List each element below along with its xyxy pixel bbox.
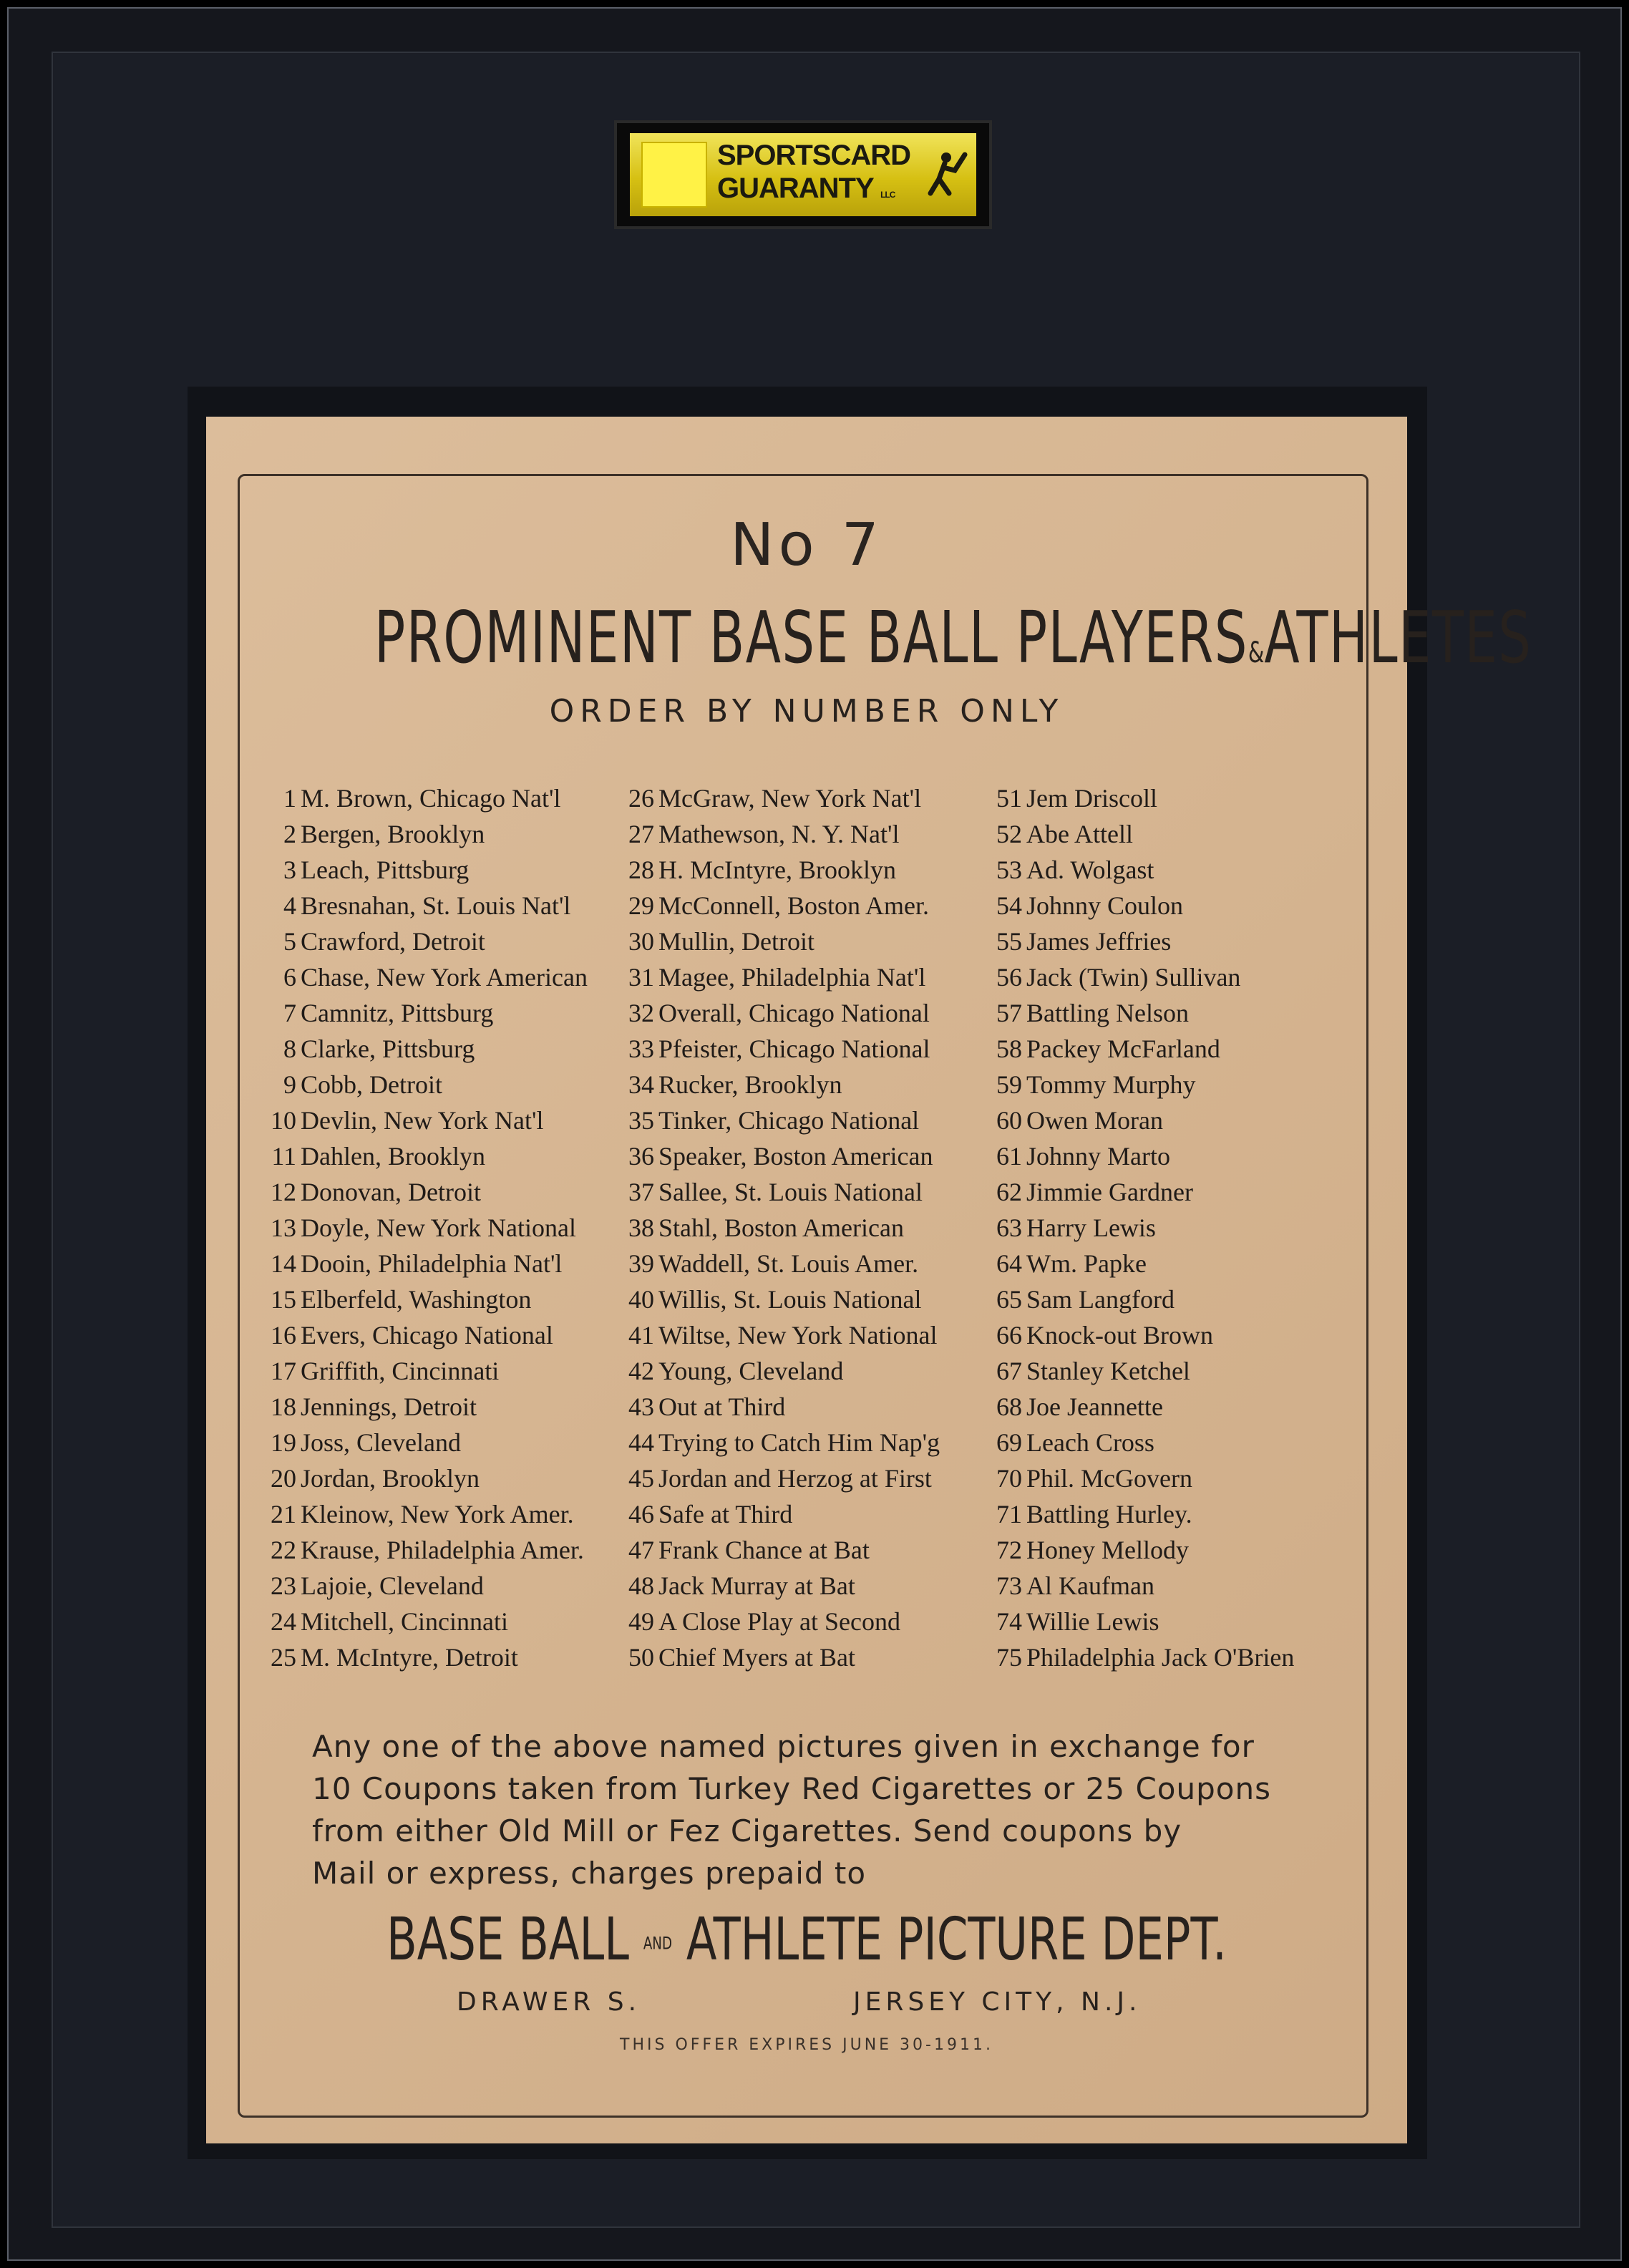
checklist-number: 31 <box>628 963 654 992</box>
checklist-name: Willie Lewis <box>1026 1607 1159 1636</box>
checklist-name: Jordan and Herzog at First <box>658 1464 932 1493</box>
checklist-row <box>624 959 940 995</box>
checklist-number: 41 <box>628 1321 654 1349</box>
checklist-number: 56 <box>996 963 1022 992</box>
checklist-row <box>624 1246 940 1281</box>
checklist-row <box>624 852 940 888</box>
checklist-row <box>992 816 1294 852</box>
checklist-name: Honey Mellody <box>1026 1536 1189 1564</box>
checklist-name: Wm. Papke <box>1026 1249 1147 1278</box>
city-text: JERSEY CITY, N.J. <box>853 1987 1142 2017</box>
checklist-row <box>624 1389 940 1425</box>
checklist-name: Knock-out Brown <box>1026 1321 1213 1349</box>
checklist-number: 16 <box>271 1321 296 1349</box>
checklist-name: Evers, Chicago National <box>301 1321 553 1349</box>
checklist-number: 7 <box>283 999 296 1027</box>
checklist-name: Out at Third <box>658 1392 786 1421</box>
checklist-row <box>266 1210 588 1246</box>
checklist-name: A Close Play at Second <box>658 1607 900 1636</box>
checklist-row <box>266 924 588 959</box>
checklist-row <box>266 995 588 1031</box>
checklist-number: 25 <box>271 1643 296 1672</box>
checklist-row <box>266 959 588 995</box>
checklist-number: 61 <box>996 1142 1022 1171</box>
checklist-column-2 <box>624 780 940 1675</box>
checklist-row <box>266 1639 588 1675</box>
checklist-number: 48 <box>628 1571 654 1600</box>
checklist-name: Tinker, Chicago National <box>658 1106 920 1135</box>
checklist-name: Packey McFarland <box>1026 1034 1220 1063</box>
checklist-number: 42 <box>628 1357 654 1385</box>
checklist-row <box>266 1460 588 1496</box>
checklist-name: Cobb, Detroit <box>301 1070 442 1099</box>
checklist-column-3 <box>992 780 1294 1675</box>
checklist-number: 24 <box>271 1607 296 1636</box>
checklist-row <box>624 780 940 816</box>
grading-label <box>614 120 992 229</box>
batter-icon <box>918 149 968 206</box>
checklist-number: 20 <box>271 1464 296 1493</box>
checklist-row <box>266 816 588 852</box>
checklist-name: Johnny Coulon <box>1026 891 1184 920</box>
checklist-number: 52 <box>996 820 1022 848</box>
checklist-number: 28 <box>628 856 654 884</box>
checklist-number: 4 <box>283 891 296 920</box>
checklist-name: Mathewson, N. Y. Nat'l <box>658 820 900 848</box>
checklist-name: Mullin, Detroit <box>658 927 814 956</box>
checklist-number: 8 <box>283 1034 296 1063</box>
checklist-number: 38 <box>628 1213 654 1242</box>
checklist-row <box>266 1174 588 1210</box>
checklist-name: Willis, St. Louis National <box>658 1285 922 1314</box>
checklist-number: 36 <box>628 1142 654 1171</box>
checklist-number: 73 <box>996 1571 1022 1600</box>
checklist-name: Elberfeld, Washington <box>301 1285 532 1314</box>
checklist-number: 12 <box>271 1178 296 1206</box>
checklist-name: Abe Attell <box>1026 820 1133 848</box>
checklist-number: 3 <box>283 856 296 884</box>
checklist-name: Clarke, Pittsburg <box>301 1034 475 1063</box>
checklist-name: Battling Nelson <box>1026 999 1189 1027</box>
checklist-name: M. McIntyre, Detroit <box>301 1643 518 1672</box>
checklist-name: Philadelphia Jack O'Brien <box>1026 1643 1295 1672</box>
checklist-row <box>624 1604 940 1639</box>
label-line2: GUARANTY LLC <box>717 173 895 204</box>
checklist-name: Kleinow, New York Amer. <box>301 1500 574 1528</box>
checklist-number: 53 <box>996 856 1022 884</box>
checklist-row <box>624 1496 940 1532</box>
checklist-number: 30 <box>628 927 654 956</box>
checklist-row <box>624 1532 940 1568</box>
checklist-row <box>624 888 940 924</box>
checklist-row <box>992 1425 1294 1460</box>
checklist-row <box>624 1317 940 1353</box>
checklist-card <box>206 417 1532 2143</box>
checklist-number: 54 <box>996 891 1022 920</box>
checklist-name: Jordan, Brooklyn <box>301 1464 480 1493</box>
checklist-number: 14 <box>271 1249 296 1278</box>
checklist-name: Jennings, Detroit <box>301 1392 477 1421</box>
checklist-row <box>266 1389 588 1425</box>
checklist-name: Lajoie, Cleveland <box>301 1571 484 1600</box>
checklist-row <box>624 1281 940 1317</box>
checklist-name: Chase, New York American <box>301 963 588 992</box>
checklist-name: M. Brown, Chicago Nat'l <box>301 784 561 813</box>
checklist-name: Harry Lewis <box>1026 1213 1156 1242</box>
checklist-row <box>266 1281 588 1317</box>
checklist-name: Doyle, New York National <box>301 1213 576 1242</box>
checklist-row <box>992 1353 1294 1389</box>
checklist-number: 2 <box>283 820 296 848</box>
checklist-number: 47 <box>628 1536 654 1564</box>
checklist-row <box>992 888 1294 924</box>
checklist-number: 34 <box>628 1070 654 1099</box>
checklist-row <box>266 1568 588 1604</box>
checklist-number: 37 <box>628 1178 654 1206</box>
checklist-name: Dooin, Philadelphia Nat'l <box>301 1249 563 1278</box>
checklist-row <box>992 1210 1294 1246</box>
checklist-name: Rucker, Brooklyn <box>658 1070 842 1099</box>
checklist-row <box>624 1067 940 1102</box>
checklist-row <box>992 1496 1294 1532</box>
checklist-name: Krause, Philadelphia Amer. <box>301 1536 584 1564</box>
checklist-row <box>624 1031 940 1067</box>
checklist-number: 22 <box>271 1536 296 1564</box>
checklist-row <box>992 1389 1294 1425</box>
checklist-name: Bresnahan, St. Louis Nat'l <box>301 891 571 920</box>
checklist-name: Camnitz, Pittsburg <box>301 999 494 1027</box>
checklist-number: 65 <box>996 1285 1022 1314</box>
checklist-row <box>992 959 1294 995</box>
label-line1: SPORTSCARD <box>717 140 911 171</box>
checklist-number: 62 <box>996 1178 1022 1206</box>
checklist-name: Stanley Ketchel <box>1026 1357 1190 1385</box>
checklist-row <box>624 1568 940 1604</box>
checklist-row <box>992 924 1294 959</box>
checklist-number: 35 <box>628 1106 654 1135</box>
checklist-number: 26 <box>628 784 654 813</box>
checklist-name: Trying to Catch Him Nap'g <box>658 1428 940 1457</box>
offer-line: Mail or express, charges prepaid to <box>312 1856 867 1891</box>
checklist-row <box>624 1210 940 1246</box>
checklist-row <box>266 888 588 924</box>
checklist-number: 33 <box>628 1034 654 1063</box>
checklist-number: 57 <box>996 999 1022 1027</box>
checklist-number: 68 <box>996 1392 1022 1421</box>
grading-label-gold <box>630 133 976 216</box>
checklist-number: 18 <box>271 1392 296 1421</box>
checklist-number: 40 <box>628 1285 654 1314</box>
label-suffix: LLC <box>880 190 895 200</box>
checklist-row <box>624 1460 940 1496</box>
checklist-number: 6 <box>283 963 296 992</box>
checklist-number: 58 <box>996 1034 1022 1063</box>
checklist-name: Joe Jeannette <box>1026 1392 1163 1421</box>
checklist-name: H. McIntyre, Brooklyn <box>658 856 896 884</box>
checklist-name: Dahlen, Brooklyn <box>301 1142 485 1171</box>
checklist-row <box>624 1102 940 1138</box>
checklist-row <box>992 852 1294 888</box>
checklist-row <box>992 1639 1294 1675</box>
checklist-row <box>992 1102 1294 1138</box>
checklist-row <box>266 852 588 888</box>
checklist-number: 45 <box>628 1464 654 1493</box>
checklist-name: Joss, Cleveland <box>301 1428 461 1457</box>
checklist-row <box>624 816 940 852</box>
checklist-row <box>266 780 588 816</box>
checklist-name: Donovan, Detroit <box>301 1178 481 1206</box>
checklist-number: 27 <box>628 820 654 848</box>
checklist-row <box>624 1353 940 1389</box>
checklist-number: 49 <box>628 1607 654 1636</box>
checklist-row <box>266 1425 588 1460</box>
checklist-number: 51 <box>996 784 1022 813</box>
drawer-text: DRAWER S. <box>457 1987 641 2017</box>
checklist-name: Magee, Philadelphia Nat'l <box>658 963 926 992</box>
checklist-number: 29 <box>628 891 654 920</box>
checklist-number: 19 <box>271 1428 296 1457</box>
checklist-number: 1 <box>283 784 296 813</box>
checklist-name: Griffith, Cincinnati <box>301 1357 500 1385</box>
checklist-name: Battling Hurley. <box>1026 1500 1192 1528</box>
checklist-name: Devlin, New York Nat'l <box>301 1106 544 1135</box>
checklist-name: Waddell, St. Louis Amer. <box>658 1249 919 1278</box>
checklist-number: 9 <box>283 1070 296 1099</box>
checklist-number: 59 <box>996 1070 1022 1099</box>
checklist-name: Sallee, St. Louis National <box>658 1178 923 1206</box>
checklist-row <box>266 1246 588 1281</box>
checklist-row <box>624 1138 940 1174</box>
department-name: BASE BALL AND ATHLETE PICTURE DEPT. <box>386 1906 1227 1974</box>
checklist-row <box>624 1174 940 1210</box>
checklist-number: 21 <box>271 1500 296 1528</box>
checklist-name: Tommy Murphy <box>1026 1070 1196 1099</box>
checklist-name: McGraw, New York Nat'l <box>658 784 922 813</box>
checklist-number: 32 <box>628 999 654 1027</box>
checklist-number: 15 <box>271 1285 296 1314</box>
checklist-name: Jack Murray at Bat <box>658 1571 855 1600</box>
checklist-row <box>992 1604 1294 1639</box>
checklist-row <box>992 1031 1294 1067</box>
offer-line: 10 Coupons taken from Turkey Red Cigarettes or 25 Coupons <box>312 1771 1271 1806</box>
checklist-name: Pfeister, Chicago National <box>658 1034 930 1063</box>
checklist-name: Speaker, Boston American <box>658 1142 933 1171</box>
checklist-number: 43 <box>628 1392 654 1421</box>
checklist-name: Ad. Wolgast <box>1026 856 1154 884</box>
checklist-name: James Jeffries <box>1026 927 1172 956</box>
expiry-text: THIS OFFER EXPIRES JUNE 30-1911. <box>620 2036 993 2054</box>
checklist-row <box>992 1246 1294 1281</box>
checklist-name: Sam Langford <box>1026 1285 1175 1314</box>
checklist-name: Wiltse, New York National <box>658 1321 938 1349</box>
checklist-number: 10 <box>271 1106 296 1135</box>
checklist-row <box>624 1425 940 1460</box>
checklist-number: 55 <box>996 927 1022 956</box>
checklist-row <box>266 1353 588 1389</box>
checklist-row <box>266 1317 588 1353</box>
checklist-row <box>266 1067 588 1102</box>
checklist-number: 50 <box>628 1643 654 1672</box>
checklist-name: Crawford, Detroit <box>301 927 485 956</box>
checklist-row <box>624 995 940 1031</box>
checklist-row <box>992 1317 1294 1353</box>
checklist-number: 72 <box>996 1536 1022 1564</box>
checklist-number: 46 <box>628 1500 654 1528</box>
checklist-name: Safe at Third <box>658 1500 793 1528</box>
checklist-name: Chief Myers at Bat <box>658 1643 855 1672</box>
checklist-name: Leach, Pittsburg <box>301 856 470 884</box>
checklist-name: Owen Moran <box>1026 1106 1163 1135</box>
checklist-row <box>266 1532 588 1568</box>
checklist-name: Bergen, Brooklyn <box>301 820 485 848</box>
checklist-row <box>992 1138 1294 1174</box>
checklist-name: Frank Chance at Bat <box>658 1536 870 1564</box>
checklist-number: 67 <box>996 1357 1022 1385</box>
checklist-name: Stahl, Boston American <box>658 1213 904 1242</box>
checklist-row <box>624 924 940 959</box>
checklist-number: 64 <box>996 1249 1022 1278</box>
checklist-row <box>992 1460 1294 1496</box>
card-title: PROMINENT BASE BALL PLAYERS&ATHLETES <box>374 596 1532 679</box>
checklist-number: 66 <box>996 1321 1022 1349</box>
checklist-row <box>266 1031 588 1067</box>
checklist-number: 5 <box>283 927 296 956</box>
checklist-number: 44 <box>628 1428 654 1457</box>
checklist-number: 17 <box>271 1357 296 1385</box>
checklist-name: Leach Cross <box>1026 1428 1154 1457</box>
checklist-name: Johnny Marto <box>1026 1142 1170 1171</box>
checklist-row <box>992 1067 1294 1102</box>
checklist-number: 39 <box>628 1249 654 1278</box>
checklist-row <box>992 995 1294 1031</box>
checklist-number: 71 <box>996 1500 1022 1528</box>
checklist-number: 23 <box>271 1571 296 1600</box>
checklist-number: 13 <box>271 1213 296 1242</box>
checklist-row <box>992 1568 1294 1604</box>
checklist-number: 60 <box>996 1106 1022 1135</box>
label-brand-text <box>717 139 910 211</box>
checklist-row <box>266 1102 588 1138</box>
checklist-name: Jem Driscoll <box>1026 784 1157 813</box>
checklist-name: Jack (Twin) Sullivan <box>1026 963 1241 992</box>
checklist-column-1 <box>266 780 588 1675</box>
set-number: No 7 <box>730 511 883 579</box>
checklist-number: 70 <box>996 1464 1022 1493</box>
checklist-name: Phil. McGovern <box>1026 1464 1192 1493</box>
checklist-row <box>992 1281 1294 1317</box>
checklist-row <box>266 1496 588 1532</box>
offer-line: from either Old Mill or Fez Cigarettes. Send coupons by <box>312 1813 1182 1848</box>
card-subtitle: ORDER BY NUMBER ONLY <box>549 693 1064 730</box>
checklist-number: 74 <box>996 1607 1022 1636</box>
checklist-number: 63 <box>996 1213 1022 1242</box>
checklist-number: 11 <box>271 1142 296 1171</box>
checklist-row <box>266 1604 588 1639</box>
checklist-number: 75 <box>996 1643 1022 1672</box>
checklist-row <box>992 1532 1294 1568</box>
checklist-number: 69 <box>996 1428 1022 1457</box>
checklist-name: Jimmie Gardner <box>1026 1178 1193 1206</box>
checklist-name: Al Kaufman <box>1026 1571 1154 1600</box>
label-hologram-square <box>641 142 707 208</box>
checklist-name: Overall, Chicago National <box>658 999 930 1027</box>
checklist-row <box>992 1174 1294 1210</box>
checklist-row <box>624 1639 940 1675</box>
checklist-row <box>266 1138 588 1174</box>
offer-text <box>312 1725 1328 1894</box>
checklist-name: Mitchell, Cincinnati <box>301 1607 508 1636</box>
offer-line: Any one of the above named pictures given in exchange for <box>312 1729 1255 1764</box>
checklist-name: Young, Cleveland <box>658 1357 844 1385</box>
checklist-row <box>992 780 1294 816</box>
checklist-name: McConnell, Boston Amer. <box>658 891 929 920</box>
